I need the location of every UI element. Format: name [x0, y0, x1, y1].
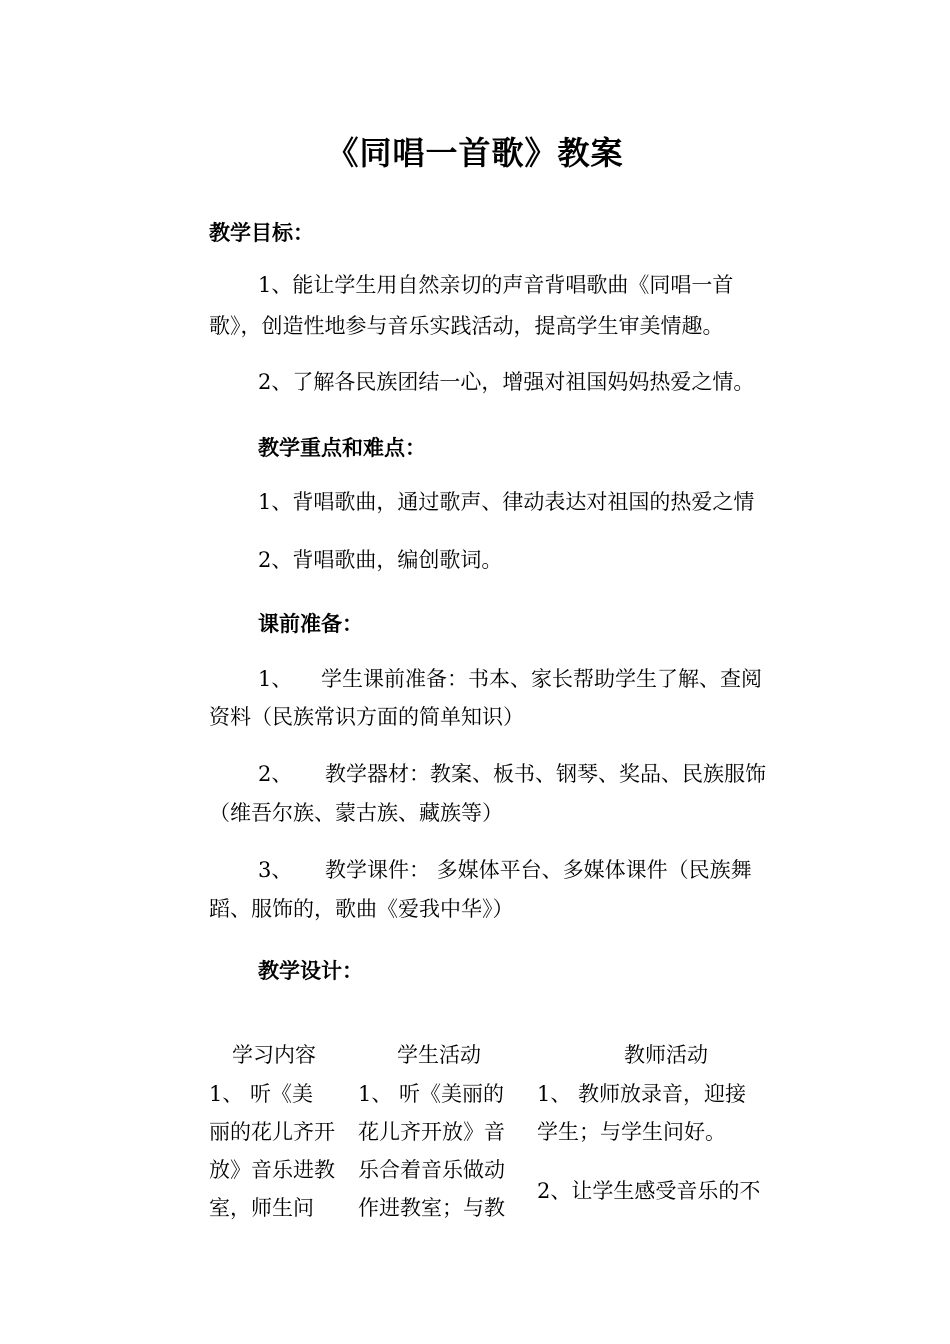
preparation-2-line1: 教学器材：教案、板书、钢琴、奖品、民族服饰 — [325, 762, 766, 786]
table-cell-student-line: 花儿齐开放》音 — [358, 1120, 505, 1144]
table-header-student: 学生活动 — [397, 1043, 481, 1067]
table-cell-teacher-line: 学生；与学生问好。 — [537, 1120, 726, 1144]
objective-1-line2: 歌》，创造性地参与音乐实践活动，提高学生审美情趣。 — [209, 314, 724, 338]
preparation-3-line2: 蹈、服饰的，歌曲《爱我中华》） — [209, 897, 514, 921]
preparation-2-line2: （维吾尔族、蒙古族、藏族等） — [209, 801, 503, 825]
preparation-3-line1: 教学课件： 多媒体平台、多媒体课件（民族舞 — [325, 858, 752, 882]
objective-2: 2、了解各民族团结一心，增强对祖国妈妈热爱之情。 — [258, 370, 755, 394]
preparation-1-line2: 资料（民族常识方面的简单知识） — [209, 705, 524, 729]
preparation-1-line1: 学生课前准备：书本、家长帮助学生了解、查阅 — [321, 667, 762, 691]
table-cell-student-line: 1、 听《美丽的 — [358, 1082, 505, 1106]
table-cell-teacher-line: 1、 教师放录音，迎接 — [537, 1082, 747, 1106]
table-cell-student-line: 乐合着音乐做动 — [358, 1158, 505, 1182]
table-header-content: 学习内容 — [232, 1043, 316, 1067]
table-header-teacher: 教师活动 — [624, 1043, 708, 1067]
preparation-heading: 课前准备： — [258, 612, 363, 636]
table-cell-content-line: 室，师生问 — [209, 1196, 314, 1220]
design-heading: 教学设计： — [258, 959, 363, 983]
preparation-3-num: 3、 — [258, 858, 293, 882]
key-points-heading: 教学重点和难点： — [258, 436, 426, 460]
key-point-1: 1、背唱歌曲，通过歌声、律动表达对祖国的热爱之情 — [258, 490, 755, 514]
table-cell-student-line: 作进教室；与教 — [358, 1196, 505, 1220]
table-cell-content-line: 放》音乐进教 — [209, 1158, 335, 1182]
key-point-2: 2、背唱歌曲，编创歌词。 — [258, 548, 503, 572]
preparation-2-num: 2、 — [258, 762, 293, 786]
table-cell-content-line: 丽的花儿齐开 — [209, 1120, 335, 1144]
table-cell-content-line: 1、 听《美 — [209, 1082, 314, 1106]
table-cell-teacher-line: 2、让学生感受音乐的不 — [537, 1179, 761, 1203]
preparation-1-num: 1、 — [258, 667, 293, 691]
page-title: 《同唱一首歌》教案 — [326, 134, 624, 172]
objective-1-line1: 1、能让学生用自然亲切的声音背唱歌曲《同唱一首 — [258, 273, 734, 297]
objectives-heading: 教学目标： — [209, 221, 314, 245]
